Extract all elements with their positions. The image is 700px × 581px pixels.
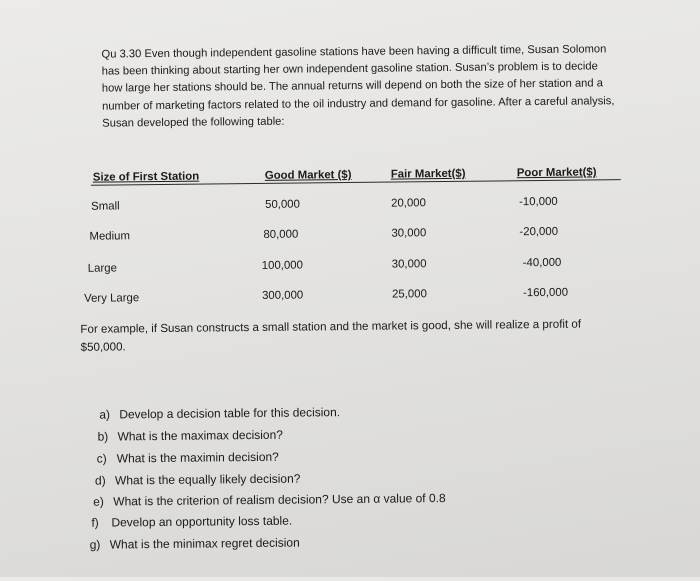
problem-statement [101,41,662,133]
header-good-market: Good Market ($) [264,168,352,182]
row-label-small: Small [91,200,120,213]
cell-very-large-good: 300,000 [261,289,304,302]
intro-line: Susan developed the following table: [102,115,285,130]
intro-line: has been thinking about starting her own independent gasoline station. Susan’s problem is to decide [101,60,598,78]
row-label-medium: Medium [89,230,131,243]
question-item [97,450,279,466]
question-text: What is the minimax regret decision [109,535,300,552]
question-text: Develop an opportunity loss table. [111,513,293,530]
cell-large-fair: 30,000 [391,258,427,271]
cell-medium-fair: 30,000 [391,227,427,240]
question-label: b) [97,429,109,444]
cell-small-poor: -10,000 [519,195,558,209]
question-label: e) [93,494,104,509]
cell-medium-good: 80,000 [263,228,299,241]
question-text: What is the maximax decision? [117,427,283,444]
question-item [99,405,340,422]
cell-small-fair: 20,000 [391,197,427,210]
question-label: a) [99,407,111,422]
cell-large-poor: -40,000 [522,256,562,270]
intro-line: number of marketing factors related to the oil industry and demand for gasoline. After a careful analysis, [101,94,615,113]
question-label: d) [94,473,106,488]
question-item [90,536,300,552]
question-label: f) [91,515,99,530]
intro-line: Qu 3.30 Even though independent gasoline stations have been having a difficult time, Susan Solomon [101,43,607,61]
cell-medium-poor: -20,000 [519,225,559,239]
question-text: What is the maximin decision? [116,449,279,466]
cell-very-large-poor: -160,000 [522,286,569,300]
question-text: Develop a decision table for this decision. [119,405,341,422]
row-label-very-large: Very Large [84,292,140,305]
question-label: c) [96,451,107,466]
question-item [91,514,292,530]
question-item [97,428,283,444]
cell-large-good: 100,000 [261,259,303,272]
header-poor-market: Poor Market($) [516,166,597,180]
example-text [80,315,640,357]
cell-small-good: 50,000 [265,198,301,211]
question-item [95,472,301,488]
question-item [93,491,446,509]
header-fair-market: Fair Market($) [390,167,466,181]
example-line: For example, if Susan constructs a small station and the market is good, she will realize a profit of [80,317,582,336]
question-text: What is the equally likely decision? [114,471,301,488]
intro-line: how large her stations should be. The annual returns will depend on both the size of her station and a [101,77,603,95]
row-label-large: Large [87,262,117,275]
question-label: g) [89,537,101,552]
header-size: Size of First Station [92,170,200,184]
cell-very-large-fair: 25,000 [391,288,427,301]
question-text: What is the criterion of realism decision? Use an α value of 0.8 [113,491,446,509]
example-line: $50,000. [80,340,126,354]
